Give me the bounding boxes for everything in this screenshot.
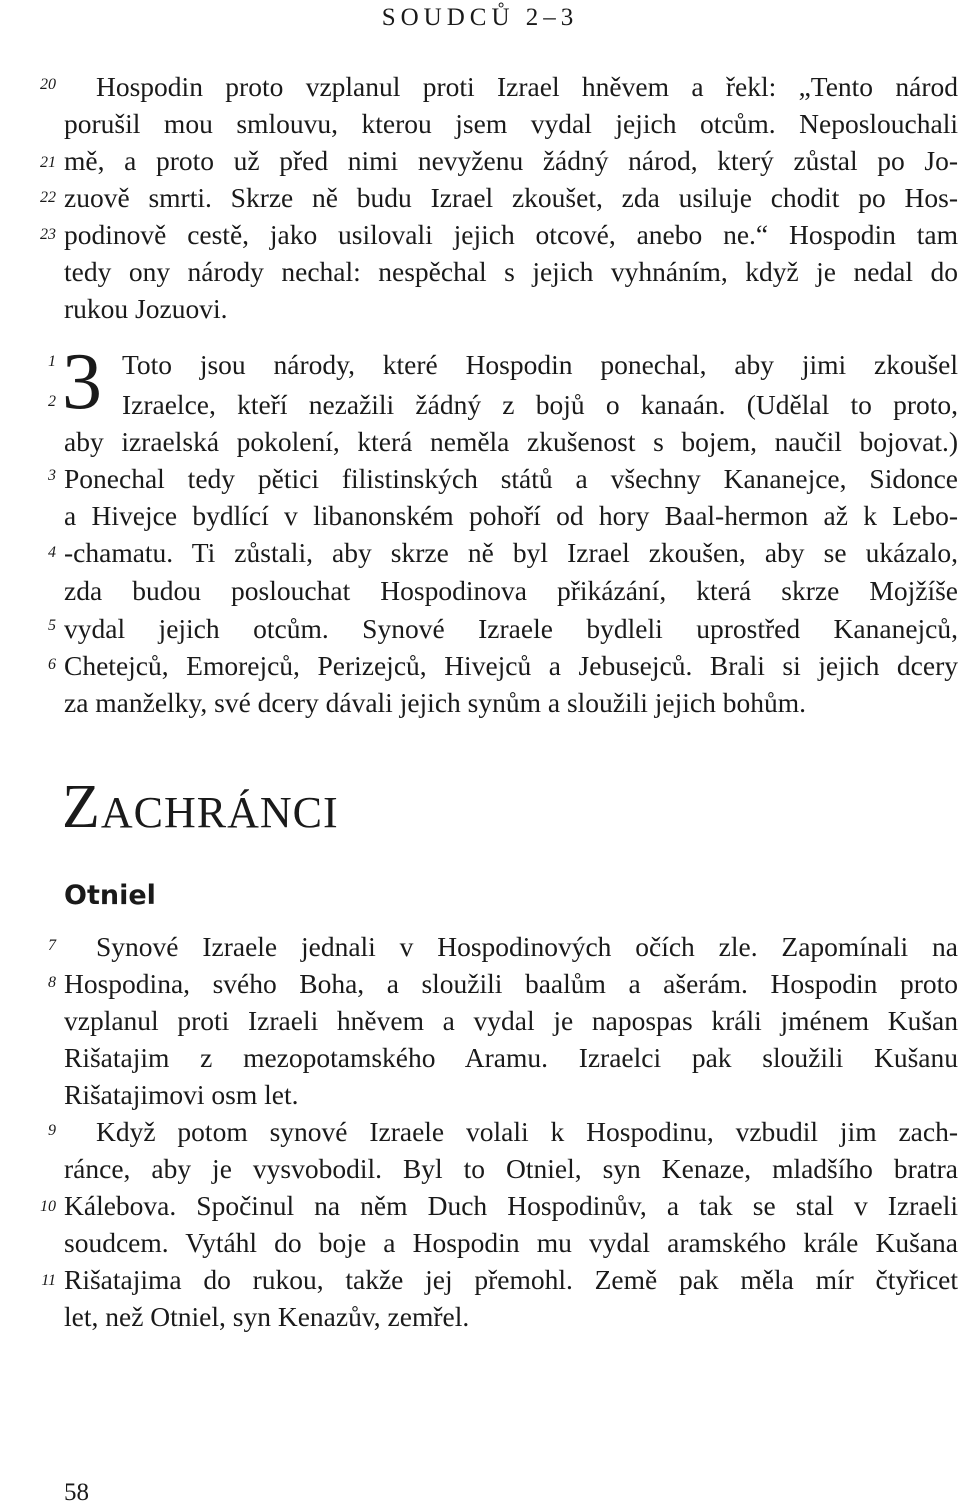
section-title-initial: Z <box>62 773 101 841</box>
text-line: Rišatajimovi osm let. <box>64 1079 299 1110</box>
text-line: Synové Izraele jednali v Hospodinových očích zle. Zapomínali na <box>96 931 958 962</box>
text-line: rukou Jozuovi. <box>64 293 228 324</box>
text-line: Rišatajim z mezopotamského Aramu. Izraelci pak sloužili Kušanu <box>64 1042 958 1073</box>
text-line: -chamatu. Ti zůstali, aby skrze ně byl Izrael zkoušen, aby se ukázalo, <box>64 537 958 568</box>
text-line: a Hivejce bydlící v libanonském pohoří od hory Baal-hermon až k Lebo- <box>64 500 958 531</box>
verse-number: 2 <box>48 393 56 410</box>
verse-number: 23 <box>40 226 56 243</box>
verse-number: 3 <box>48 467 56 484</box>
verse-number: 9 <box>48 1122 56 1139</box>
text-line: tedy ony národy nechal: nespěchal s jejich vyhnáním, když je nedal do <box>64 256 958 287</box>
text-line: vydal jejich otcům. Synové Izraele bydleli uprostřed Kananejců, <box>64 613 958 644</box>
chapter-number: 3 <box>62 338 102 426</box>
text-line: ránce, aby je vysvobodil. Byl to Otniel, syn Kenaze, mladšího bratra <box>64 1153 958 1184</box>
text-line: soudcem. Vytáhl do boje a Hospodin mu vydal aramského krále Kušana <box>64 1227 958 1258</box>
verse-number: 5 <box>48 617 56 634</box>
text-line: porušil mou smlouvu, kterou jsem vydal jejich otcům. Neposlouchali <box>64 108 958 139</box>
text-line: vzplanul proti Izraeli hněvem a vydal je napospas králi jménem Kušan <box>64 1005 958 1036</box>
text-line: Když potom synové Izraele volali k Hospodinu, vzbudil jim zach- <box>96 1116 958 1147</box>
text-line: za manželky, své dcery dávali jejich synům a sloužili jejich bohům. <box>64 687 807 718</box>
verse-number: 11 <box>41 1272 56 1289</box>
verse-number: 22 <box>40 189 56 206</box>
text-line: Ponechal tedy pětici filistinských států a všechny Kananejce, Sidonce <box>64 463 958 494</box>
verse-number: 4 <box>48 544 56 561</box>
page-number: 58 <box>64 1479 89 1506</box>
verse-number: 6 <box>48 656 56 673</box>
verse-number: 8 <box>48 974 56 991</box>
verse-number: 1 <box>48 353 56 370</box>
text-line: let, než Otniel, syn Kenazův, zemřel. <box>64 1301 470 1332</box>
text-line: Rišatajima do rukou, takže jej přemohl. Země pak měla mír čtyřicet <box>64 1264 958 1295</box>
text-line: Hospodin proto vzplanul proti Izrael hněvem a řekl: „Tento národ <box>96 71 958 102</box>
text-line: Chetejců, Emorejců, Perizejců, Hivejců a Jebusejců. Brali si jejich dcery <box>64 650 958 681</box>
section-title <box>62 772 339 848</box>
running-head: SOUDCŮ 2–3 <box>381 4 579 31</box>
text-line: Hospodina, svého Boha, a sloužili baalům a ašerám. Hospodin proto <box>64 968 958 999</box>
text-line: Kálebova. Spočinul na něm Duch Hospodinův, a tak se stal v Izraeli <box>64 1190 958 1221</box>
text-line: podinově cestě, jako usilovali jejich otcové, anebo ne.“ Hospodin tam <box>64 219 958 250</box>
section-title-rest: ACHRÁNCI <box>100 788 339 837</box>
text-line: mě, a proto už před nimi nevyženu žádný národ, který zůstal po Jo- <box>64 145 958 176</box>
verse-number: 10 <box>40 1198 56 1215</box>
verse-number: 7 <box>48 937 56 954</box>
text-line: Toto jsou národy, které Hospodin ponechal, aby jimi zkoušel <box>122 349 958 380</box>
text-line: Izraelce, kteří nezažili žádný z bojů o kanaán. (Udělal to proto, <box>122 389 958 420</box>
verse-number: 20 <box>40 76 56 93</box>
text-line: zda budou poslouchat Hospodinova přikázání, která skrze Mojžíše <box>64 575 958 606</box>
text-line: aby izraelská pokolení, která neměla zkušenost s bojem, naučil bojovat.) <box>64 426 958 457</box>
subsection-title: Otniel <box>64 880 156 911</box>
text-line: zuově smrti. Skrze ně budu Izrael zkoušet, zda usiluje chodit po Hos- <box>64 182 958 213</box>
verse-number: 21 <box>40 154 56 171</box>
